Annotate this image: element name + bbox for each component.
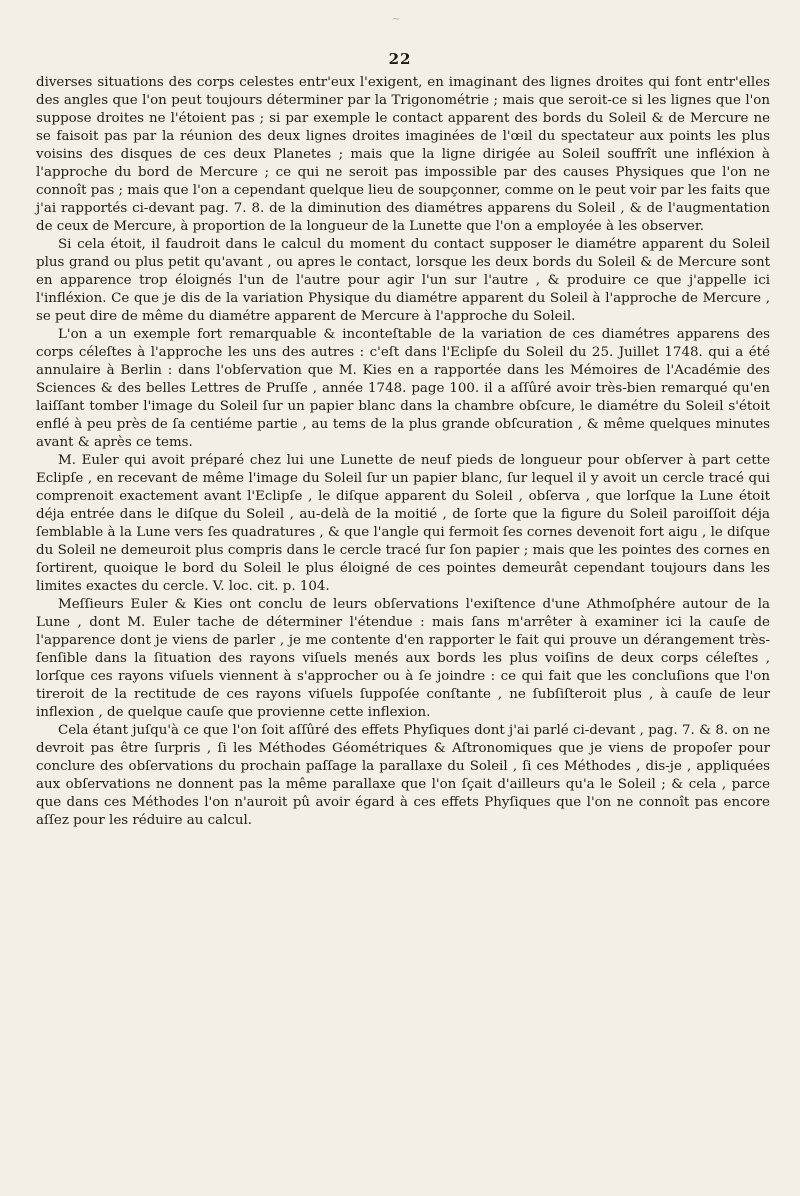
paragraph-3: L'on a un exemple fort remarquable & inconteſtable de la variation de ces diamétres apparens des corps céleſtes à l'approche les uns des autres : c'eſt dans l'Eclipſe du Soleil du 25. Juillet 1748. qui a été annulaire à Berlin : dans l'obſervation que M. Kies en a rapportée dans les Mémoires de l'Académie des Sciences & des belles Lettres de Pruſſe , année 1748. page 100. il a aſſûré avoir très-bien remarqué qu'en laiſſant tomber l'image du Soleil ſur un papier blanc dans la chambre obſcure, le diamétre du Soleil s'étoit enflé à peu près de ſa centiéme partie , au tems de la plus grande obſcuration , & même quelques minutes avant & après ce tems.: [36, 327, 770, 450]
stray-mark: ~: [392, 14, 401, 25]
paragraph-1: diverses situations des corps celestes entr'eux l'exigent, en imaginant des lignes droites qui font entr'elles des angles que l'on peut toujours déterminer par la Trigonométrie ; mais que seroit-ce si les lignes que l'on suppose droites ne l'étoient pas ; si par exemple le contact apparent des bords du Soleil & de Mercure ne se faisoit pas par la réunion des deux lignes droites imaginées de l'œil du spectateur aux points les plus voisins des disques de ces deux Planetes ; mais que la ligne dirigée au Soleil souffrît une infléxion à l'approche du bord de Mercure ; ce qui ne seroit pas impossible par des causes Physiques que l'on ne connoît pas ; mais que l'on a cependant quelque lieu de soupçonner, comme on le peut voir par les faits que j'ai rapportés ci-devant pag. 7. 8. de la diminution des diamétres apparens du Soleil , & de l'augmentation de ceux de Mercure, à proportion de la longueur de la Lunette que l'on a employée à les observer.: [36, 75, 770, 234]
paragraph-6: Cela étant juſqu'à ce que l'on ſoit aſſûré des effets Phyſiques dont j'ai parlé ci-devant , pag. 7. & 8. on ne devroit pas être ſurpris , ſi les Méthodes Géométriques & Aſtronomiques que je viens de propoſer pour conclure des obſervations du prochain paſſage la parallaxe du Soleil , ſi ces Méthodes , dis-je , appliquées aux obſervations ne donnent pas la même parallaxe que l'on ſçait d'ailleurs qu'a le Soleil ; & cela , parce que dans ces Méthodes l'on n'auroit pû avoir égard à ces effets Phyſiques que l'on ne connoît pas encore aſſez pour les réduire au calcul.: [36, 723, 770, 828]
page-number: 22: [388, 50, 412, 68]
paragraph-5: Meſſieurs Euler & Kies ont conclu de leurs obſervations l'exiſtence d'une Athmoſphére autour de la Lune , dont M. Euler tache de déterminer l'étendue : mais ſans m'arrêter à examiner ici la cauſe de l'apparence dont je viens de parler , je me contente d'en rapporter le fait qui prouve un dérangement très-ſenſible dans la ſituation des rayons viſuels menés aux bords les plus voiſins de deux corps céleſtes , lorſque ces rayons viſuels viennent à s'approcher ou à ſe joindre : ce qui fait que les concluſions que l'on tireroit de la rectitude de ces rayons viſuels ſuppoſée conſtante , ne ſubſiſteroit plus , à cauſe de leur inflexion , de quelque cauſe que provienne cette inflexion.: [36, 597, 770, 720]
page-body: [36, 74, 770, 830]
paragraph-4: M. Euler qui avoit préparé chez lui une Lunette de neuf pieds de longueur pour obſerver à part cette Eclipſe , en recevant de même l'image du Soleil ſur un papier blanc, ſur lequel il y avoit un cercle tracé qui comprenoit exactement avant l'Eclipſe , le diſque apparent du Soleil , obſerva , que lorſque la Lune étoit déja entrée dans le diſque du Soleil , au-delà de la moitié , de ſorte que la figure du Soleil paroiſſoit déja ſemblable à la Lune vers ſes quadratures , & que l'angle qui fermoit ſes cornes devenoit fort aigu , le diſque du Soleil ne demeuroit plus compris dans le cercle tracé ſur ſon papier ; mais que les pointes des cornes en ſortirent, quoique le bord du Soleil le plus éloigné de ces pointes demeurât cependant toujours dans les limites exactes du cercle. V. loc. cit. p. 104.: [36, 453, 770, 594]
paragraph-2: Si cela étoit, il faudroit dans le calcul du moment du contact supposer le diamétre apparent du Soleil plus grand ou plus petit qu'avant , ou apres le contact, lorsque les deux bords du Soleil & de Mercure sont en apparence trop éloignés l'un de l'autre pour agir l'un sur l'autre , & produire ce que j'appelle ici l'infléxion. Ce que je dis de la variation Physique du diamétre apparent du Soleil à l'approche de Mercure , se peut dire de même du diamétre apparent de Mercure à l'approche du Soleil.: [36, 237, 770, 324]
